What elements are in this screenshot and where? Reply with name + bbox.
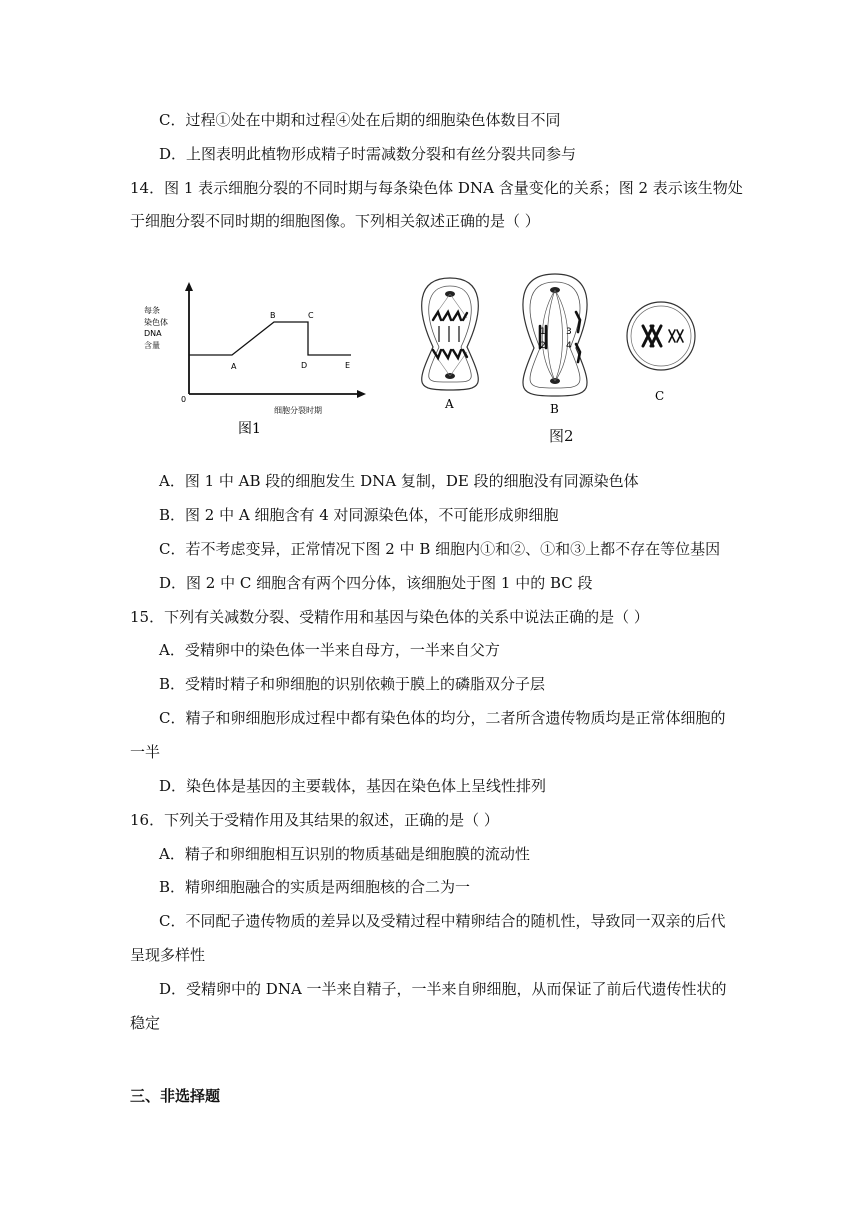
q16-option-b: B．精卵细胞融合的实质是两细胞核的合二为一 [159, 878, 471, 896]
q14-stem-line1: 14．图 1 表示细胞分裂的不同时期与每条染色体 DNA 含量变化的关系；图 2 表示该生物处 [130, 179, 743, 197]
figure2-cells [405, 268, 710, 450]
figure1-point-c: C [308, 311, 314, 320]
figure2-label-b: B [550, 402, 559, 416]
q16-option-d-line1: D．受精卵中的 DNA 一半来自精子，一半来自卵细胞，从而保证了前后代遗传性状的 [159, 980, 727, 998]
figure1-point-e: E [345, 361, 351, 370]
figure1-ylabel-line4: 含量 [144, 341, 160, 350]
q15-option-b: B．受精时精子和卵细胞的识别依赖于膜上的磷脂双分子层 [159, 675, 546, 693]
q16-option-d-line2: 稳定 [130, 1014, 161, 1032]
q16-option-c-line1: C．不同配子遗传物质的差异以及受精过程中精卵结合的随机性，导致同一双亲的后代 [159, 912, 726, 930]
q13-option-d: D．上图表明此植物形成精子时需减数分裂和有丝分裂共同参与 [159, 145, 577, 163]
q14-option-d: D．图 2 中 C 细胞含有两个四分体，该细胞处于图 1 中的 BC 段 [159, 574, 593, 592]
section-title: 三、非选择题 [130, 1087, 221, 1105]
figure2-label-c: C [655, 389, 665, 403]
figure1-ylabel-line2: 染色体 [144, 318, 168, 327]
q13-option-c: C．过程①处在中期和过程④处在后期的细胞染色体数目不同 [159, 111, 561, 129]
q15-option-a: A．受精卵中的染色体一半来自母方，一半来自父方 [159, 641, 500, 659]
q15-stem: 15．下列有关减数分裂、受精作用和基因与染色体的关系中说法正确的是（ ） [130, 608, 649, 626]
figure2-chromosome-4: 4 [566, 341, 572, 351]
figure1-ylabel-line3: DNA [144, 329, 162, 338]
figure1-dna-curve [189, 322, 351, 355]
figure1-caption: 图1 [238, 421, 261, 437]
figure2-chromosome-2: 2 [540, 341, 546, 351]
figure1-xlabel: 细胞分裂时期 [274, 406, 322, 415]
figure2-cell-c [627, 302, 695, 403]
figure2-label-a: A [445, 397, 454, 411]
q16-option-c-line2: 呈现多样性 [130, 946, 206, 964]
q14-option-a: A．图 1 中 AB 段的细胞发生 DNA 复制，DE 段的细胞没有同源染色体 [159, 472, 639, 490]
figure2-chromosome-1: 1 [540, 327, 546, 337]
q15-option-c-line2: 一半 [130, 743, 161, 761]
figure2-caption: 图2 [549, 427, 574, 445]
figure1-origin: 0 [181, 395, 187, 404]
figure1-point-d: D [301, 361, 308, 370]
q14-stem-line2: 于细胞分裂不同时期的细胞图像。下列相关叙述正确的是（ ） [130, 212, 540, 230]
q16-stem: 16．下列关于受精作用及其结果的叙述，正确的是（ ） [130, 811, 499, 829]
q16-option-a: A．精子和卵细胞相互识别的物质基础是细胞膜的流动性 [159, 845, 530, 863]
figure1-graph [140, 280, 370, 450]
figure1-point-b: B [270, 311, 276, 320]
figure2-cell-a [422, 278, 479, 411]
q14-option-c: C．若不考虑变异，正常情况下图 2 中 B 细胞内①和②、①和③上都不存在等位基因 [159, 540, 721, 558]
figure1-ylabel-line1: 每条 [144, 306, 160, 315]
figure1-x-arrow [357, 390, 366, 398]
figure1-y-arrow [185, 282, 193, 291]
q15-option-d: D．染色体是基因的主要载体，基因在染色体上呈线性排列 [159, 777, 547, 795]
figure2-cell-b [523, 274, 587, 416]
figure1-point-a: A [231, 362, 237, 371]
figure2-chromosome-3: 3 [566, 327, 572, 337]
q15-option-c-line1: C．精子和卵细胞形成过程中都有染色体的均分，二者所含遗传物质均是正常体细胞的 [159, 709, 726, 727]
q14-option-b: B．图 2 中 A 细胞含有 4 对同源染色体，不可能形成卵细胞 [159, 506, 559, 524]
